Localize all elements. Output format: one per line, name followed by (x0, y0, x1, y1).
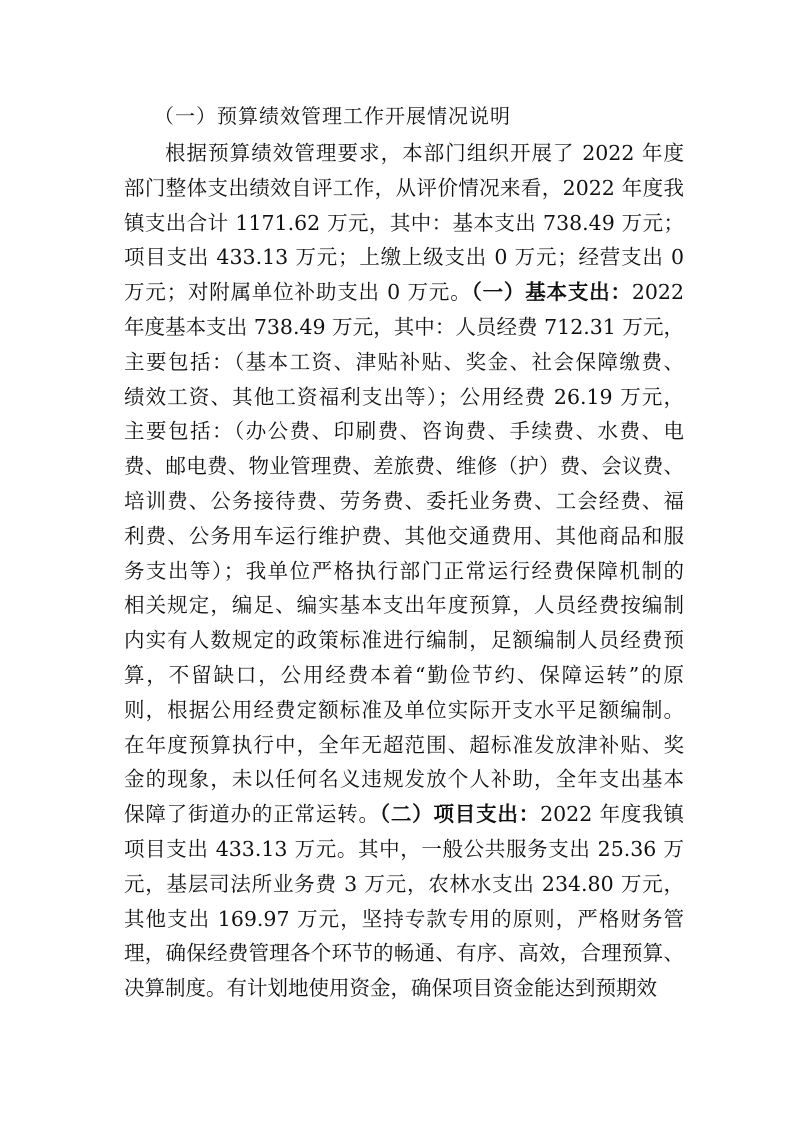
text-segment: 根据预算绩效管理要求，本部门组织开展了 2022 年度 (165, 141, 684, 165)
text-line (124, 414, 684, 449)
text-segment: 理，确保经费管理各个环节的畅通、有序、高效，合理预算、 (124, 941, 684, 966)
text-segment: 镇支出合计 1171.62 万元，其中：基本支出 738.49 万元； (124, 210, 684, 235)
text-segment: 万元；对附属单位补助支出 0 万元。 (124, 280, 472, 305)
text-line (124, 902, 684, 937)
text-segment: 项目支出 433.13 万元；上缴上级支出 0 万元；经营支出 0 (124, 245, 684, 270)
text-segment: 绩效工资、其他工资福利支出等）；公用经费 26.19 万元， (124, 384, 684, 409)
text-line (124, 275, 684, 310)
body-paragraph (124, 136, 684, 1006)
text-line (124, 658, 684, 693)
text-segment: 在年度预算执行中，全年无超范围、超标准发放津补贴、奖 (124, 732, 684, 757)
text-segment: 部门整体支出绩效自评工作，从评价情况来看，2022 年度我 (124, 175, 684, 200)
text-line (124, 449, 684, 484)
text-segment: 主要包括：（基本工资、津贴补贴、奖金、社会保障缴费、 (124, 349, 684, 374)
text-line (124, 171, 684, 206)
text-line (124, 623, 684, 658)
text-segment: 保障了街道办的正常运转。 (124, 802, 380, 827)
text-line (124, 240, 684, 275)
text-segment: 内实有人数规定的政策标准进行编制，足额编制人员经费预 (124, 628, 684, 653)
text-line (124, 206, 684, 241)
text-line (124, 762, 684, 797)
text-line (124, 310, 684, 345)
text-line (124, 136, 684, 171)
text-line (124, 519, 684, 554)
text-line (124, 971, 684, 1006)
text-segment: 2022 (631, 280, 684, 305)
subsection-label: （二）项目支出： (379, 802, 541, 827)
text-line (124, 484, 684, 519)
text-segment: 则，根据公用经费定额标准及单位实际开支水平足额编制。 (124, 697, 684, 722)
text-line (124, 832, 684, 867)
text-line (124, 936, 684, 971)
subsection-label: （一）基本支出： (471, 280, 632, 305)
section-heading: （一）预算绩效管理工作开展情况说明 (154, 104, 511, 128)
text-segment: 金的现象，未以任何名义违规发放个人补助，全年支出基本 (124, 767, 684, 792)
text-line (124, 728, 684, 763)
text-segment: 年度基本支出 738.49 万元，其中：人员经费 712.31 万元， (124, 314, 684, 339)
text-segment: 培训费、公务接待费、劳务费、委托业务费、工会经费、福 (124, 488, 684, 513)
text-segment: 务支出等）；我单位严格执行部门正常运行经费保障机制的 (124, 558, 684, 583)
text-segment: 其他支出 169.97 万元，坚持专款专用的原则，严格财务管 (124, 906, 684, 931)
text-segment: 2022 年度我镇 (540, 802, 685, 827)
text-segment: 利费、公务用车运行维护费、其他交通费用、其他商品和服 (124, 523, 684, 548)
text-line (124, 693, 684, 728)
text-line (124, 554, 684, 589)
text-segment: 项目支出 433.13 万元。其中，一般公共服务支出 25.36 万 (124, 836, 684, 861)
text-line (124, 345, 684, 380)
text-segment: 相关规定，编足、编实基本支出年度预算，人员经费按编制 (124, 593, 684, 618)
text-line (124, 588, 684, 623)
text-segment: 决算制度。有计划地使用资金，确保项目资金能达到预期效 (124, 976, 657, 1001)
text-segment: 元，基层司法所业务费 3 万元，农林水支出 234.80 万元， (124, 871, 684, 896)
text-segment: 费、邮电费、物业管理费、差旅费、维修（护）费、会议费、 (124, 454, 684, 479)
text-line (124, 380, 684, 415)
text-line (124, 797, 684, 832)
text-segment: 算，不留缺口，公用经费本着“勤俭节约、保障运转”的原 (124, 662, 684, 687)
text-segment: 主要包括：（办公费、印刷费、咨询费、手续费、水费、电 (124, 419, 684, 444)
text-line (124, 867, 684, 902)
